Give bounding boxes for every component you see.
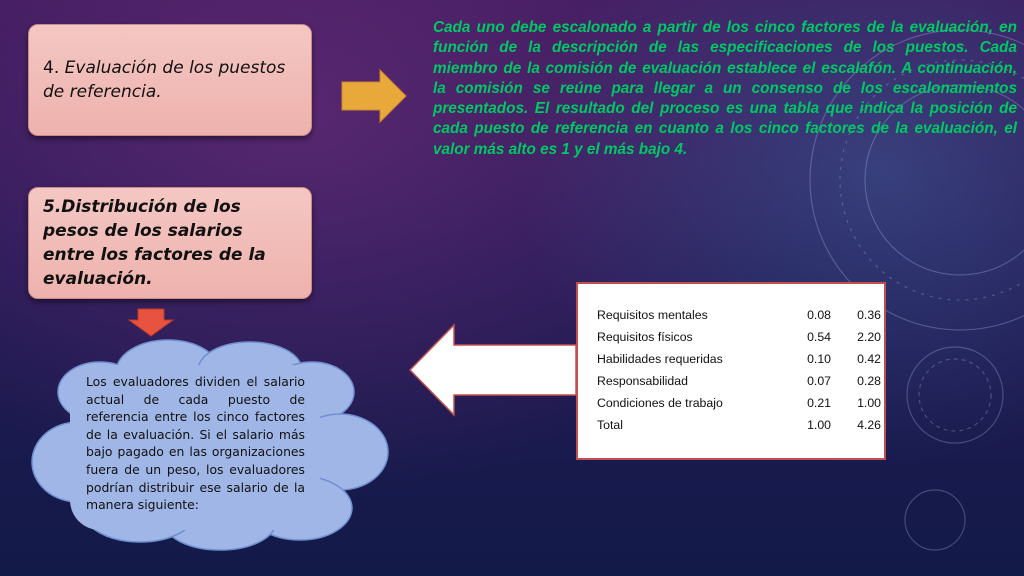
right-arrow-icon [342,70,406,122]
step-4-title [43,56,297,104]
row-label: Total [597,418,623,432]
weights-table-box [576,282,886,460]
table-row [597,414,881,436]
row-label: Requisitos mentales [597,308,708,322]
row-label: Condiciones de trabajo [597,396,723,410]
row-value: 1.00 [807,418,831,432]
row-label: Habilidades requeridas [597,352,723,366]
table-row [597,370,881,392]
left-arrow-icon [410,325,576,415]
table-row [597,304,881,326]
row-value: 0.07 [807,374,831,388]
row-value: 0.21 [807,396,831,410]
row-value: 0.28 [857,374,881,388]
row-value: 4.26 [857,418,881,432]
step-5-box [28,187,312,299]
cloud-text: Los evaluadores dividen el salario actual de cada puesto de referencia entre los cinco factores de la evaluación. Si el salario más bajo pagado en las organizaciones fuera de un peso, los evaluadores podrían distribuir ese salario de la manera siguiente: [86,374,305,513]
row-label: Requisitos físicos [597,330,693,344]
row-value: 0.42 [857,352,881,366]
row-value: 0.36 [857,308,881,322]
step-4-number: 4. [43,58,60,78]
table-row [597,392,881,414]
row-label: Responsabilidad [597,374,688,388]
description-paragraph: Cada uno debe escalonado a partir de los cinco factores de la evaluación, en función de la descripción de las especificaciones de los puestos. Cada miembro de la comisión de evaluación establece el escalafón. A continuación, la comisión se reúne para llegar a un consenso de los escalonamientos presentados. El resultado del proceso es una tabla que indica la posición de cada puesto de referencia en cuanto a los cinco factores de la evaluación, el valor más alto es 1 y el más bajo 4. [433,19,1017,158]
row-value: 0.54 [807,330,831,344]
table-row [597,348,881,370]
weights-table [597,304,881,436]
row-value: 1.00 [857,396,881,410]
row-value: 0.10 [807,352,831,366]
table-row [597,326,881,348]
down-arrow-icon [129,309,173,336]
row-value: 0.08 [807,308,831,322]
row-value: 2.20 [857,330,881,344]
step-5-title: 5.Distribución de los pesos de los salarios entre los factores de la evaluación. [43,197,266,289]
step-4-text: Evaluación de los puestos de referencia. [43,58,286,102]
step-4-box [28,24,312,136]
